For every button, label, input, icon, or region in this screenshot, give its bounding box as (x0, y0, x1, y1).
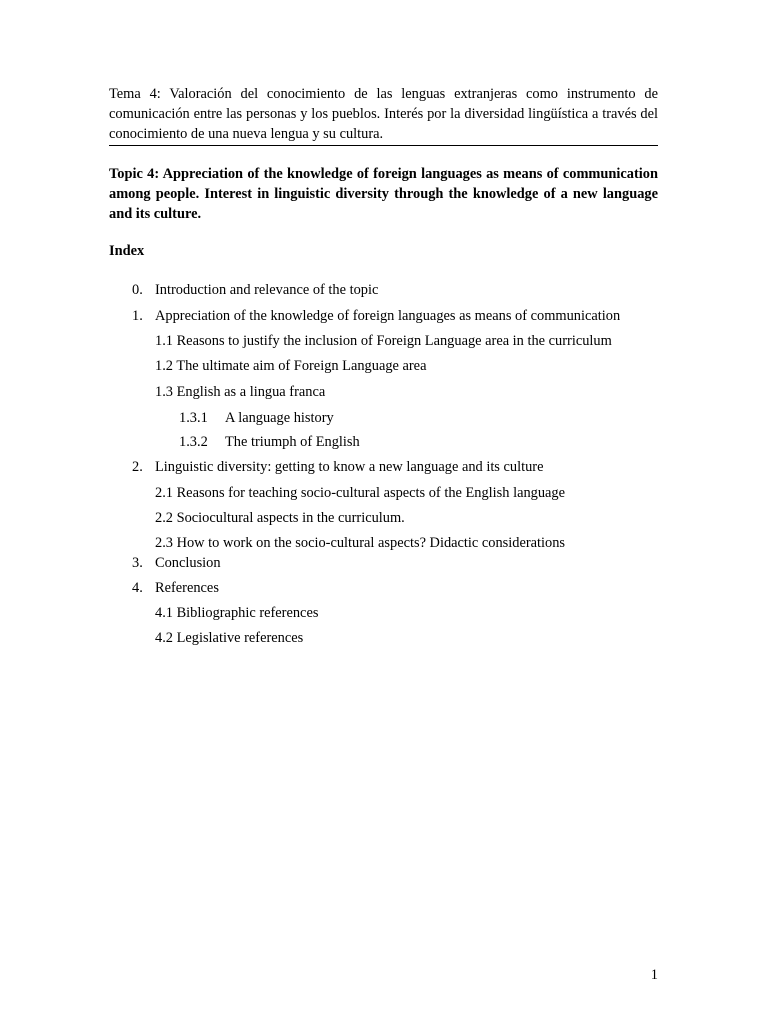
toc-text: 2.1 Reasons for teaching socio-cultural aspects of the English language (155, 485, 566, 501)
toc-item-1-1 (155, 331, 612, 351)
page-number: 1 (650, 967, 658, 983)
toc-item-0 (132, 280, 378, 300)
toc-item-1-3-2 (179, 432, 360, 452)
toc-item-2-1 (155, 483, 565, 503)
toc-item-1-2 (155, 356, 426, 376)
toc-item-3 (132, 553, 221, 573)
toc-text: 2.2 Sociocultural aspects in the curriculum. (155, 510, 405, 526)
toc-text: Linguistic diversity: getting to know a new language and its culture (155, 459, 544, 475)
toc-number: 3. (132, 555, 143, 571)
index-heading: Index (109, 243, 145, 259)
title-divider (109, 145, 658, 146)
toc-text: 1.3 English as a lingua franca (155, 384, 326, 400)
spanish-topic-title: Tema 4: Valoración del conocimiento de las lenguas extranjeras como instrumento de comunicación entre las personas y los pueblos. Interés por la diversidad lingüística a través del conocimiento de una nueva lengua y su cultura. (109, 86, 658, 142)
toc-text: 1.2 The ultimate aim of Foreign Language area (155, 358, 427, 374)
toc-item-1-3-1 (179, 408, 334, 428)
toc-item-1-3 (155, 382, 325, 402)
toc-item-2-2 (155, 508, 405, 528)
toc-item-4-2 (155, 628, 303, 648)
toc-number: 4. (132, 580, 143, 596)
toc-number: 1. (132, 308, 143, 324)
toc-number: 2. (132, 459, 143, 475)
english-topic-title: Topic 4: Appreciation of the knowledge of foreign languages as means of communication among people. Interest in linguistic diversity through the knowledge of a new language and its culture. (109, 166, 658, 222)
toc-number: 1.3.1 (179, 410, 208, 426)
toc-text: References (155, 580, 219, 596)
toc-item-4-1 (155, 603, 318, 623)
toc-number: 1.3.2 (179, 434, 208, 450)
toc-item-2 (132, 457, 543, 477)
toc-text: Introduction and relevance of the topic (155, 282, 379, 298)
toc-text: 2.3 How to work on the socio-cultural aspects? Didactic considerations (155, 535, 566, 551)
toc-text: Appreciation of the knowledge of foreign languages as means of communication (155, 308, 621, 324)
toc-item-2-3 (155, 533, 565, 553)
toc-text: A language history (225, 410, 334, 426)
toc-text: 1.1 Reasons to justify the inclusion of Foreign Language area in the curriculum (155, 333, 612, 349)
toc-item-1 (132, 306, 620, 326)
toc-text: 4.2 Legislative references (155, 630, 304, 646)
toc-text: Conclusion (155, 555, 221, 571)
toc-text: 4.1 Bibliographic references (155, 605, 319, 621)
toc-text: The triumph of English (225, 434, 360, 450)
toc-item-4 (132, 578, 219, 598)
toc-number: 0. (132, 282, 143, 298)
